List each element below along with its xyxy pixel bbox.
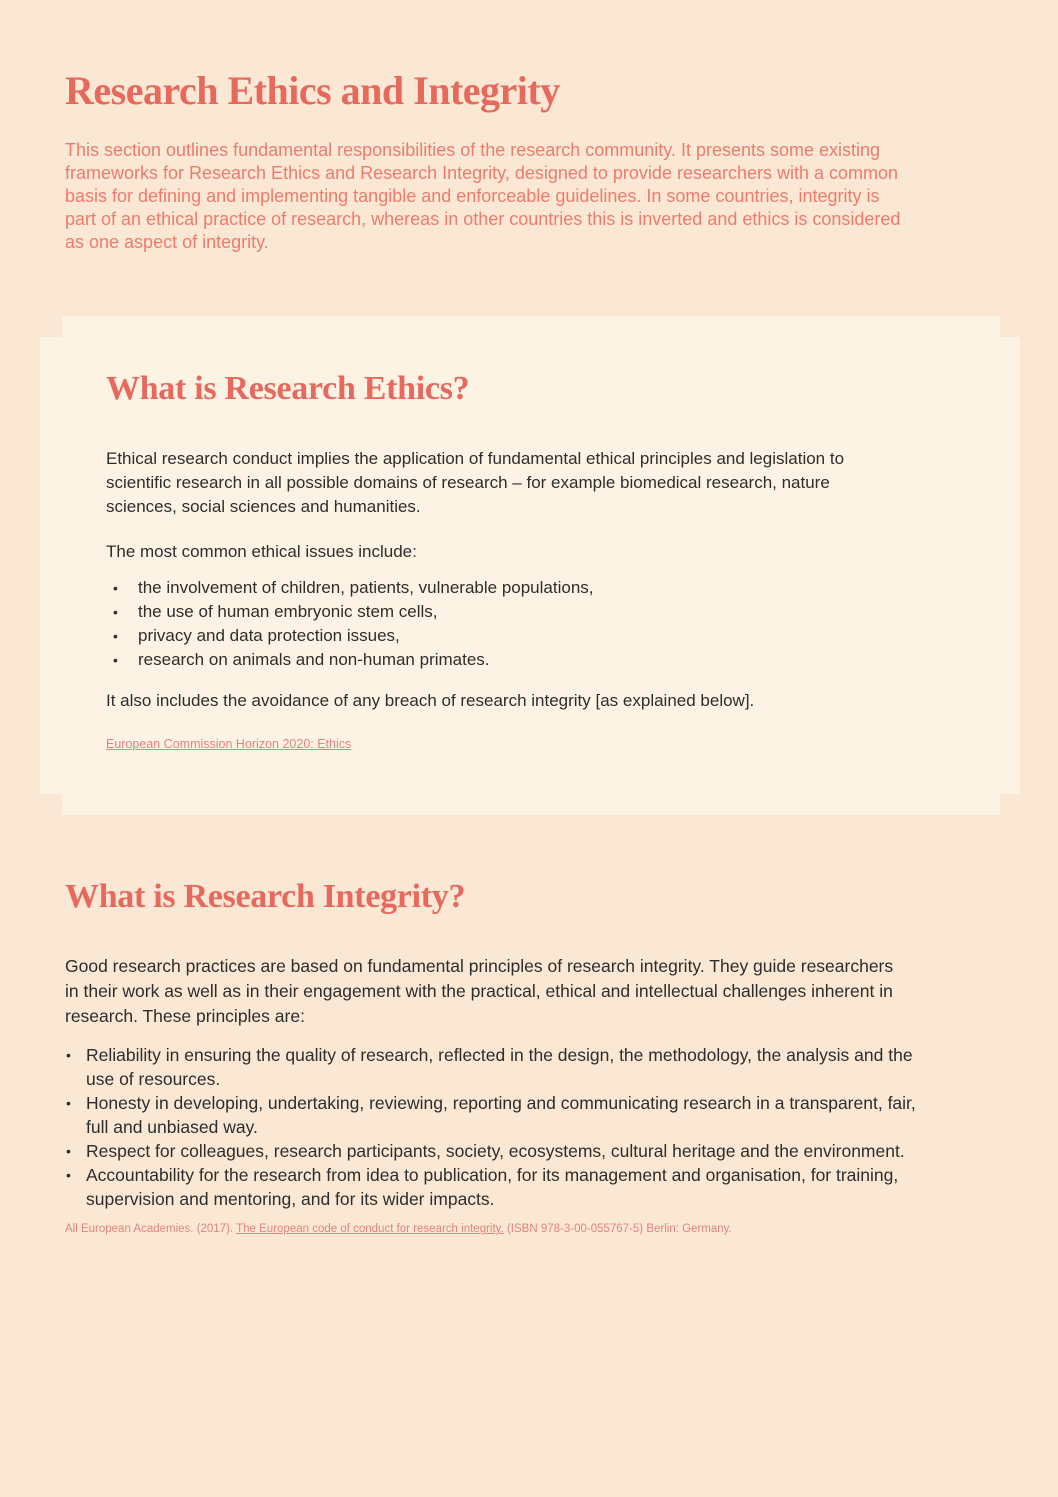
ethics-heading: What is Research Ethics?: [106, 370, 470, 407]
ethics-paragraph-2: It also includes the avoidance of any breach of research integrity [as explained below].: [106, 691, 755, 711]
list-item: • Reliability in ensuring the quality of research, reflected in the design, the methodology, the analysis and the use of resources.: [65, 1043, 935, 1091]
ethics-list-intro: The most common ethical issues include:: [106, 542, 417, 562]
ethics-card: [0, 316, 1058, 815]
list-item: • the involvement of children, patients, vulnerable populations,: [106, 576, 906, 600]
citation: [65, 1222, 945, 1237]
ethics-issues-list: [106, 576, 906, 672]
ethics-paragraph-1: Ethical research conduct implies the application of fundamental ethical principles and legislation to scientific research in all possible domains of research – for example biomedical research, nature sciences, social sciences and humanities.: [106, 449, 845, 517]
list-item: • Respect for colleagues, research participants, society, ecosystems, cultural heritage and the environment.: [65, 1139, 935, 1163]
list-item: • the use of human embryonic stem cells,: [106, 600, 906, 624]
ethics-card-content: [106, 370, 906, 753]
intro-paragraph: This section outlines fundamental responsibilities of the research community. It presents some existing frameworks for Research Ethics and Research Integrity, designed to provide researchers with a common basis for defining and implementing tangible and enforceable guidelines. In some countries, integrity is part of an ethical practice of research, whereas in other countries this is inverted and ethics is considered as one aspect of integrity.: [65, 140, 901, 252]
integrity-paragraph: Good research practices are based on fundamental principles of research integrity. They guide researchers in their work as well as in their engagement with the practical, ethical and intellectual challenges inherent in research. These principles are:: [65, 956, 894, 1027]
list-item: • Accountability for the research from idea to publication, for its management and organisation, for training, supervision and mentoring, and for its wider impacts.: [65, 1163, 935, 1211]
citation-prefix: All European Academies. (2017).: [65, 1223, 237, 1236]
ethics-source-link[interactable]: European Commission Horizon 2020: Ethics: [106, 737, 352, 752]
citation-link[interactable]: The European code of conduct for research integrity.: [236, 1223, 504, 1236]
citation-suffix: (ISBN 978-3-00-055767-5) Berlin: Germany.: [503, 1223, 732, 1236]
integrity-heading: What is Research Integrity?: [65, 878, 466, 915]
page-title: Research Ethics and Integrity: [65, 68, 560, 113]
list-item: • Honesty in developing, undertaking, reviewing, reporting and communicating research in a transparent, fair, full and unbiased way.: [65, 1091, 935, 1139]
integrity-principles-list: [65, 1043, 935, 1211]
list-item: • research on animals and non-human primates.: [106, 648, 906, 672]
integrity-section: [65, 878, 945, 1237]
list-item: • privacy and data protection issues,: [106, 624, 906, 648]
